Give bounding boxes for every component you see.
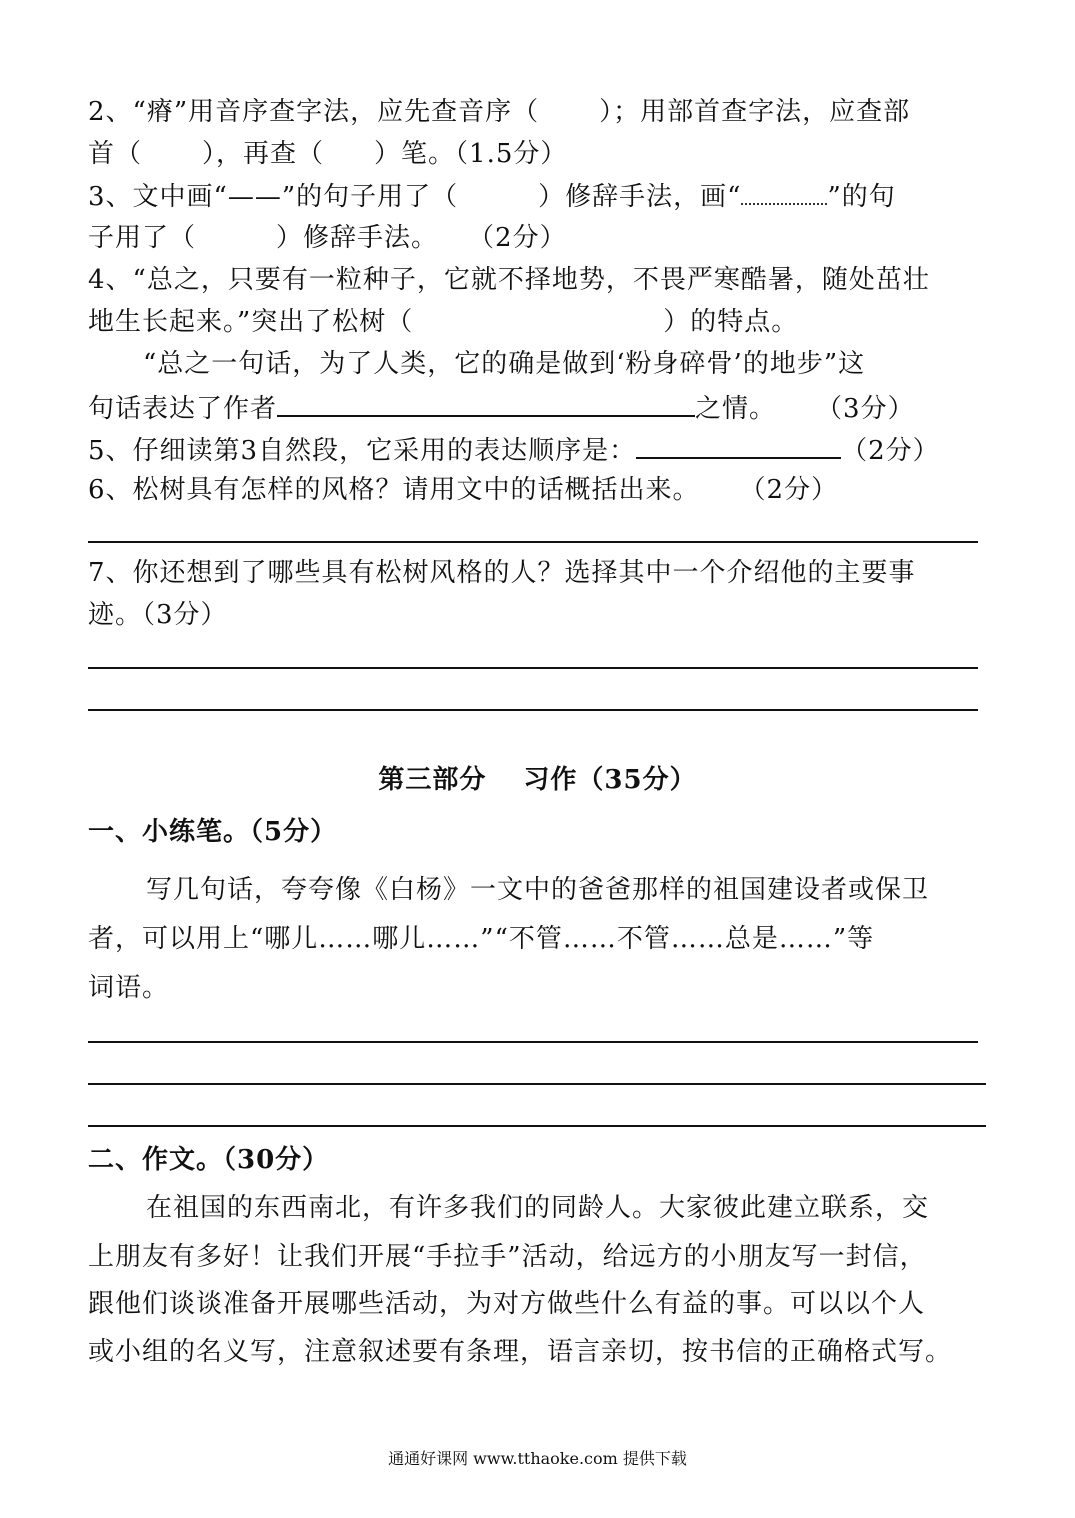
dotted-underline-sample (741, 179, 827, 205)
answer-line[interactable] (88, 1041, 978, 1043)
section-2-line-2: 上朋友有多好！让我们开展“手拉手”活动，给远方的小朋友写一封信， (88, 1242, 927, 1272)
question-4-line-4: 句话表达了作者 之情。 （3分） (88, 389, 915, 426)
section-2-line-1: 在祖国的东西南北，有许多我们的同龄人。大家彼此建立联系，交 (146, 1193, 930, 1223)
answer-line[interactable] (88, 541, 978, 543)
part-3-title: 第三部分 习作（35分） (378, 765, 697, 795)
answer-line[interactable] (88, 709, 978, 711)
question-2-line-2: 首（ ），再查（ ）笔。（1.5分） (88, 139, 568, 169)
section-2-line-3: 跟他们谈谈准备开展哪些活动，为对方做些什么有益的事。可以以个人 (88, 1289, 926, 1319)
answer-line[interactable] (88, 667, 978, 669)
section-2-line-4: 或小组的名义写，注意叙述要有条理，语言亲切，按书信的正确格式写。 (88, 1337, 953, 1367)
answer-line[interactable] (88, 1125, 986, 1127)
section-1-line-1: 写几句话，夸夸像《白杨》一文中的爸爸那样的祖国建设者或保卫 (146, 875, 930, 905)
section-1-line-3: 词语。 (88, 973, 170, 1003)
question-2-line-1: 2、“瘠”用音序查字法，应先查音序（ ）；用部首查字法，应查部 (88, 97, 911, 127)
question-5: 5、仔细读第3自然段，它采用的表达顺序是： （2分） (88, 431, 940, 468)
section-1-line-2: 者，可以用上“哪儿……哪儿……”“不管……不管……总是……”等 (88, 924, 875, 954)
question-3-line-1: 3、文中画“——”的句子用了（ ）修辞手法，画“ ”的句 (88, 179, 896, 214)
question-4-line-1: 4、“总之，只要有一粒种子，它就不择地势，不畏严寒酷暑，随处茁壮 (88, 265, 930, 295)
section-1-heading: 一、小练笔。（5分） (88, 817, 338, 847)
question-7-line-2: 迹。（3分） (88, 600, 228, 630)
answer-underline[interactable] (636, 431, 841, 459)
question-4-line-3: “总之一句话，为了人类，它的确是做到‘粉身碎骨’的地步”这 (143, 349, 866, 379)
answer-line[interactable] (88, 1083, 986, 1085)
question-7-line-1: 7、你还想到了哪些具有松树风格的人？选择其中一个介绍他的主要事 (88, 558, 916, 588)
section-2-heading: 二、作文。（30分） (88, 1145, 330, 1175)
question-6: 6、松树具有怎样的风格？请用文中的话概括出来。 （2分） (88, 475, 839, 505)
question-3-line-2: 子用了（ ）修辞手法。 （2分） (88, 223, 567, 253)
question-4-line-2: 地生长起来。”突出了松树（ ）的特点。 (88, 307, 799, 337)
answer-underline[interactable] (277, 389, 695, 417)
page-footer: 通通好课网 www.tthaoke.com 提供下载 (388, 1449, 687, 1468)
